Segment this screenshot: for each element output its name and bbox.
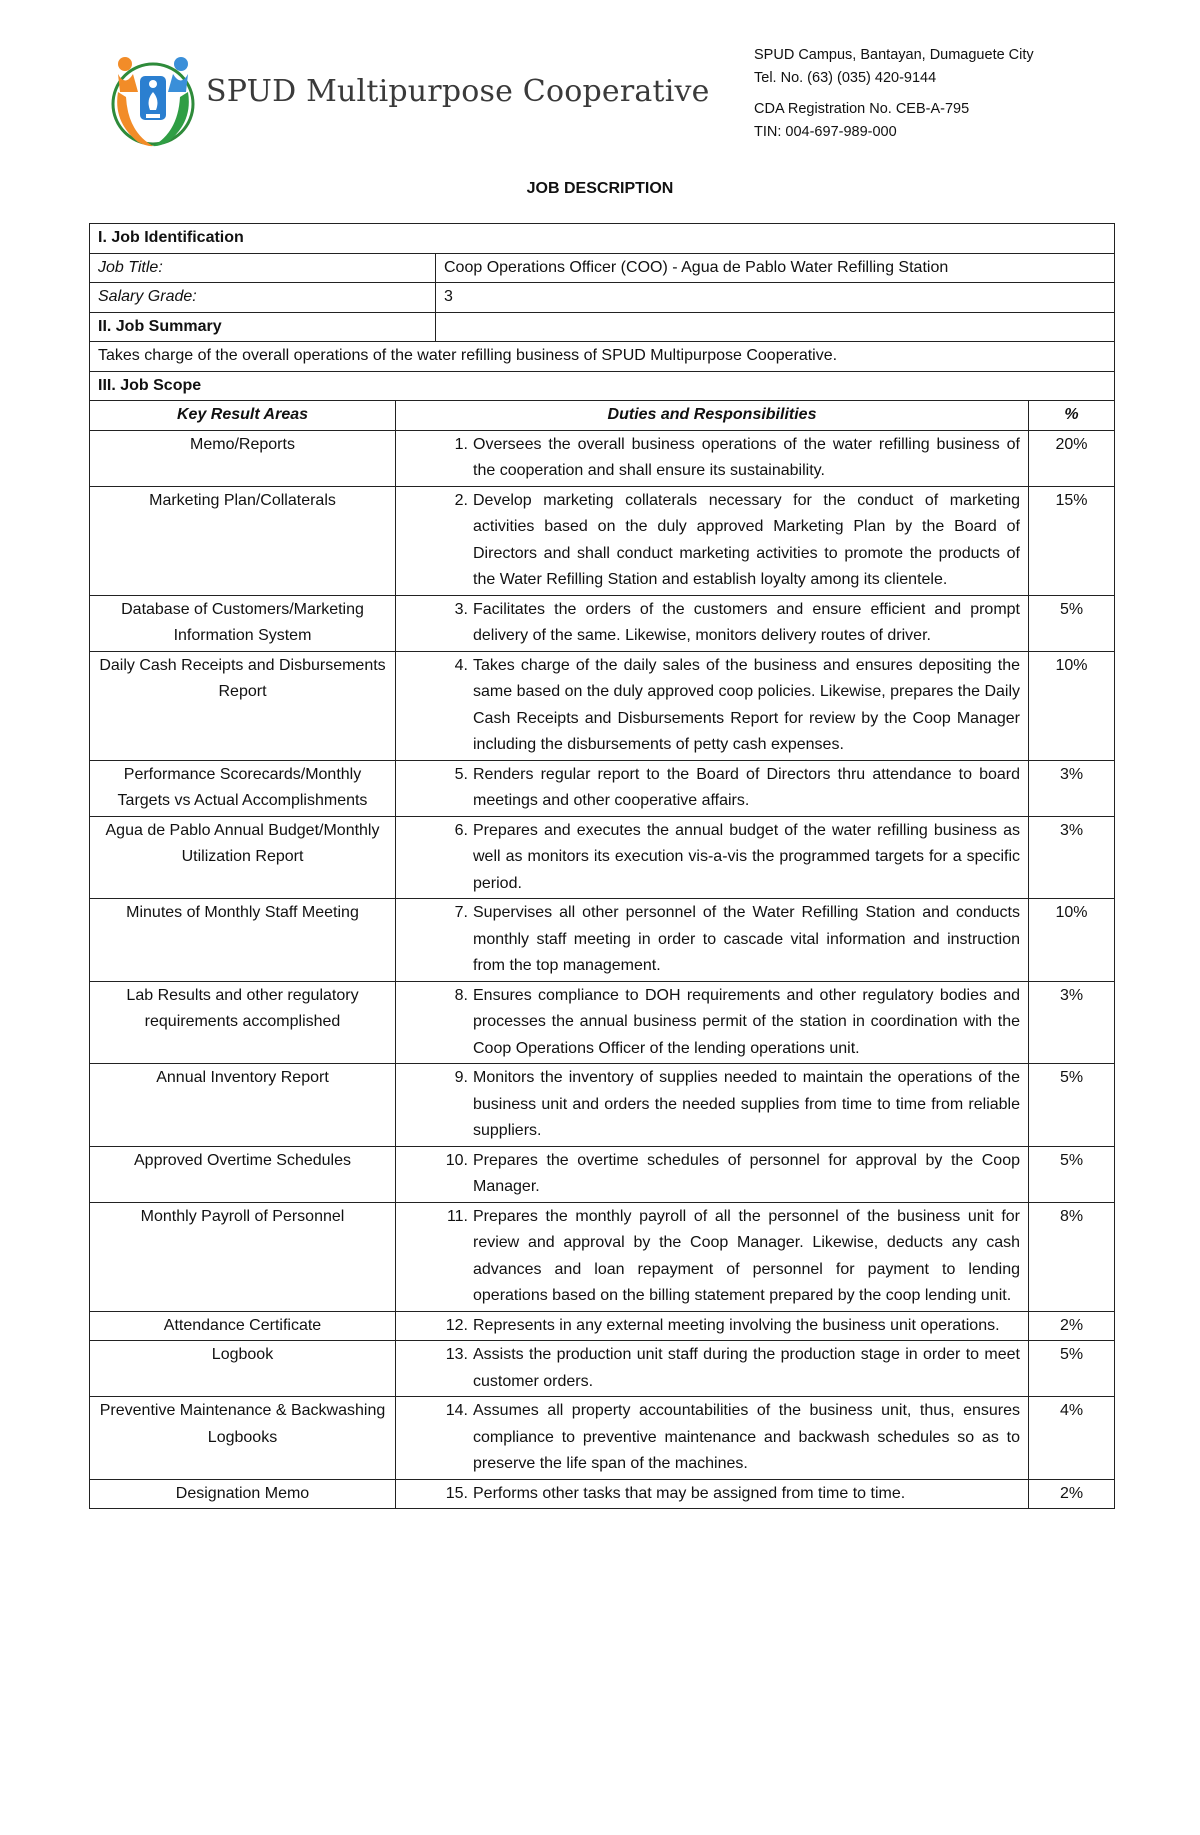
duty-cell [396,899,1029,982]
percent-weight: 10% [1029,651,1115,760]
key-result-area: Performance Scorecards/Monthly Targets vs Actual Accomplishments [90,760,396,816]
table-row [90,1202,1115,1311]
percent-weight: 2% [1029,1479,1115,1509]
cooperative-name: SPUD Multipurpose Cooperative [206,74,710,109]
duty-cell [396,1341,1029,1397]
duty-number: 13. [445,1346,468,1363]
percent-weight: 2% [1029,1311,1115,1341]
duty-text: Represents in any external meeting involving the business unit operations. [473,1316,1000,1334]
duty-number: 1. [454,435,468,453]
table-row [90,816,1115,899]
section-heading: III. Job Scope [90,371,1115,401]
table-row [90,1064,1115,1147]
duty-text: Renders regular report to the Board of Directors thru attendance to board meetings and other cooperative affairs. [473,765,1020,809]
telephone-line: Tel. No. (63) (035) 420-9144 [754,70,937,86]
duty-number: 14. [445,1402,468,1419]
duty-cell [396,595,1029,651]
job-title-label: Job Title: [90,253,436,283]
percent-weight: 10% [1029,899,1115,982]
duty-number: 5. [454,765,468,783]
table-row [90,1397,1115,1480]
percent-weight: 3% [1029,981,1115,1064]
job-description-table [89,223,1115,1509]
key-result-area: Lab Results and other regulatory requirements accomplished [90,981,396,1064]
salary-grade-value: 3 [436,283,1115,313]
duty-cell [396,981,1029,1064]
section-heading-row [90,312,1115,342]
table-row [90,981,1115,1064]
duty-cell [396,1479,1029,1509]
section-heading-row [90,371,1115,401]
percent-weight: 5% [1029,1146,1115,1202]
duty-text: Supervises all other personnel of the Water Refilling Station and conducts monthly staff meeting in order to cascade vital information and instruction from the top management. [473,904,1020,974]
duty-text: Prepares the monthly payroll of all the personnel of the business unit for review and approval by the Coop Manager. Likewise, deducts any cash advances and loan repayment of personnel for payment to lending operations based on the billing statement prepared by the coop lending unit. [473,1207,1020,1304]
duty-number: 7. [454,904,468,921]
duty-cell [396,430,1029,486]
table-row [90,651,1115,760]
duty-text: Ensures compliance to DOH requirements and other regulatory bodies and processes the annual business permit of the station in coordination with the Coop Operations Officer of the lending operations unit. [473,986,1020,1057]
table-row [90,760,1115,816]
percent-weight: 8% [1029,1202,1115,1311]
duty-number: 9. [454,1069,468,1086]
table-row [90,430,1115,486]
job-summary-text: Takes charge of the overall operations of the water refilling business of SPUD Multipurpose Cooperative. [90,342,1115,372]
duty-number: 15. [445,1484,468,1502]
job-summary-row [90,342,1115,372]
table-row [90,595,1115,651]
table-row [90,1311,1115,1341]
duty-cell [396,816,1029,899]
address-line: SPUD Campus, Bantayan, Dumaguete City [754,47,1034,63]
duty-text: Develop marketing collaterals necessary for the conduct of marketing activities based on the duly approved Marketing Plan by the Board of Directors and shall conduct marketing activities to promote the products of the Water Refilling Station and establish loyalty among its clientele. [473,491,1020,588]
duty-text: Oversees the overall business operations of the water refilling business of the cooperation and shall ensure its sustainability. [473,435,1020,479]
duty-number: 4. [454,656,468,674]
duty-cell [396,1397,1029,1480]
tin-line: TIN: 004-697-989-000 [754,124,897,140]
table-row [90,1146,1115,1202]
key-result-area: Database of Customers/Marketing Information System [90,595,396,651]
duty-text: Takes charge of the daily sales of the business and ensures depositing the same based on the duly approved coop policies. Likewise, prepares the Daily Cash Receipts and Disbursements Report for review by the Coop Manager including the disbursements of petty cash expenses. [473,656,1020,753]
duty-text: Assists the production unit staff during the production stage in order to meet customer orders. [473,1346,1020,1390]
key-result-area: Preventive Maintenance & Backwashing Logbooks [90,1397,396,1480]
address-block [754,44,1034,144]
duty-text: Prepares and executes the annual budget of the water refilling business as well as monitors its execution vis-a-vis the programmed targets for a specific period. [473,821,1020,892]
column-header-kra: Key Result Areas [90,401,396,431]
duty-number: 2. [454,491,468,509]
percent-weight: 4% [1029,1397,1115,1480]
job-title-value: Coop Operations Officer (COO) - Agua de Pablo Water Refilling Station [436,253,1115,283]
key-result-area: Daily Cash Receipts and Disbursements Report [90,651,396,760]
percent-weight: 3% [1029,816,1115,899]
percent-weight: 20% [1029,430,1115,486]
percent-weight: 15% [1029,486,1115,595]
key-result-area: Minutes of Monthly Staff Meeting [90,899,396,982]
salary-grade-label: Salary Grade: [90,283,436,313]
duty-number: 6. [454,821,468,839]
key-result-area: Annual Inventory Report [90,1064,396,1147]
table-row [90,1479,1115,1509]
duty-text: Prepares the overtime schedules of personnel for approval by the Coop Manager. [473,1151,1020,1195]
percent-weight: 3% [1029,760,1115,816]
duty-cell [396,1146,1029,1202]
column-header-duties: Duties and Responsibilities [396,401,1029,431]
section-heading: I. Job Identification [90,224,1115,254]
percent-weight: 5% [1029,1064,1115,1147]
duty-text: Assumes all property accountabilities of the business unit, thus, ensures compliance to preventive maintenance and backwash schedules so as to preserve the life span of the machines. [473,1402,1020,1472]
section-heading-row [90,224,1115,254]
key-result-area: Approved Overtime Schedules [90,1146,396,1202]
duty-number: 11. [446,1207,468,1225]
table-row [90,486,1115,595]
key-result-area: Memo/Reports [90,430,396,486]
duty-cell [396,1311,1029,1341]
document-title: JOB DESCRIPTION [526,180,674,197]
duty-cell [396,651,1029,760]
table-row [90,899,1115,982]
key-result-area: Monthly Payroll of Personnel [90,1202,396,1311]
letterhead [0,0,1200,170]
section-heading: II. Job Summary [90,312,436,342]
column-header-percent: % [1029,401,1115,431]
salary-grade-row [90,283,1115,313]
table-row [90,1341,1115,1397]
duty-text: Facilitates the orders of the customers and ensure efficient and prompt delivery of the same. Likewise, monitors delivery routes of driver. [473,600,1020,644]
duty-number: 10. [445,1151,468,1169]
duty-cell [396,486,1029,595]
scope-header-row [90,401,1115,431]
duty-cell [396,1064,1029,1147]
key-result-area: Marketing Plan/Collaterals [90,486,396,595]
cooperative-logo-icon [108,52,198,150]
duty-text: Performs other tasks that may be assigned from time to time. [473,1484,906,1502]
duty-text: Monitors the inventory of supplies needed to maintain the operations of the business unit and orders the needed supplies from time to time from reliable suppliers. [473,1069,1020,1139]
duty-cell [396,760,1029,816]
key-result-area: Designation Memo [90,1479,396,1509]
duty-cell [396,1202,1029,1311]
duty-number: 12. [445,1316,468,1334]
percent-weight: 5% [1029,595,1115,651]
duty-number: 3. [454,600,468,618]
key-result-area: Logbook [90,1341,396,1397]
key-result-area: Agua de Pablo Annual Budget/Monthly Utilization Report [90,816,396,899]
job-title-row [90,253,1115,283]
key-result-area: Attendance Certificate [90,1311,396,1341]
percent-weight: 5% [1029,1341,1115,1397]
duty-number: 8. [454,986,468,1004]
cda-registration-line: CDA Registration No. CEB-A-795 [754,101,970,117]
